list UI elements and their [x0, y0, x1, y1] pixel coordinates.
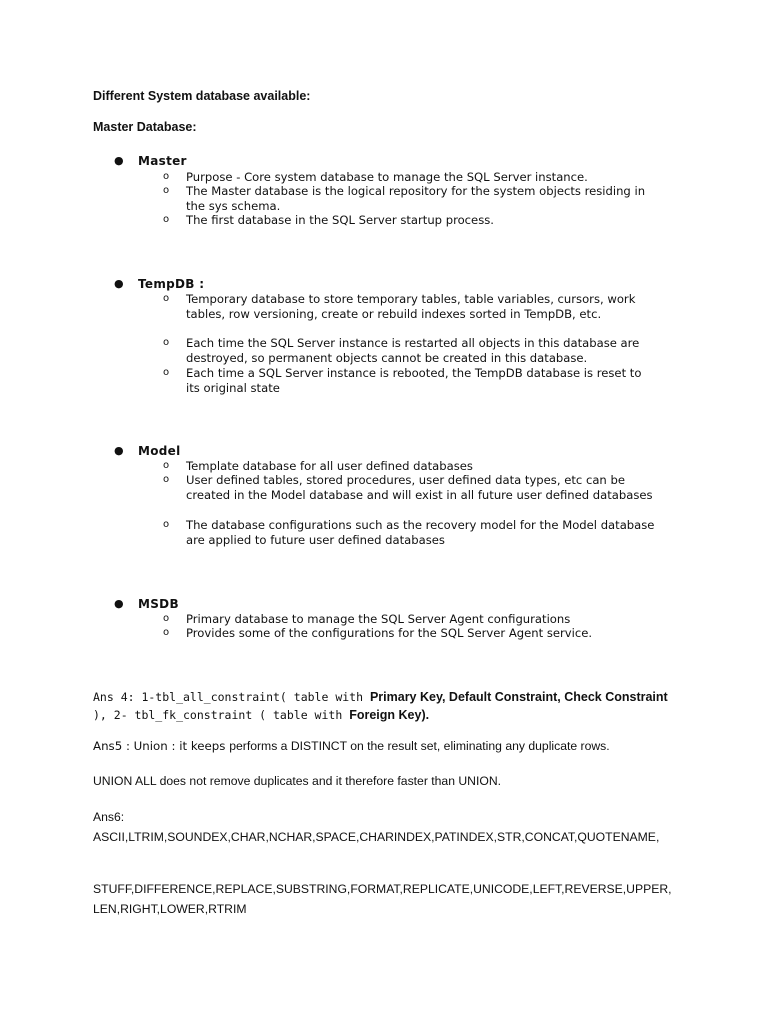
bullet-icon: ● [114, 154, 124, 167]
section-title: TempDB : [138, 277, 205, 291]
section-title: Model [138, 444, 181, 458]
document-subheading: Master Database: [93, 120, 197, 134]
sub-bullet-icon: o [163, 293, 170, 304]
ans5-prefix: Ans5 : Union : it keeps [93, 739, 230, 753]
sub-bullet-icon: o [163, 474, 170, 485]
list-item-text: The Master database is the logical repository for the system objects residing in the sys schema. [186, 184, 646, 213]
list-item-text: Temporary database to store temporary tables, table variables, cursors, work tables, row versioning, create or rebuild indexes sorted in TempDB, etc. [186, 292, 636, 321]
ans6-functions-line1: ASCII,LTRIM,SOUNDEX,CHAR,NCHAR,SPACE,CHARINDEX,PATINDEX,STR,CONCAT,QUOTENAME, [93, 830, 660, 844]
sub-bullet-icon: o [163, 337, 170, 348]
bullet-icon: ● [114, 597, 124, 610]
sub-bullet-icon: o [163, 171, 170, 182]
ans6-label: Ans6: [93, 810, 125, 824]
list-item-text: Purpose - Core system database to manage the SQL Server instance. [186, 170, 588, 184]
bullet-icon: ● [114, 277, 124, 290]
ans6-functions-line2: STUFF,DIFFERENCE,REPLACE,SUBSTRING,FORMAT,REPLICATE,UNICODE,LEFT,REVERSE,UPPER,LEN,RIGHT,LOWER,RTRIM [93, 882, 672, 916]
ans4-bold-constraints: Primary Key, Default Constraint, Check Constraint [369, 690, 668, 704]
sub-bullet-icon: o [163, 519, 170, 530]
sub-bullet-icon: o [163, 367, 170, 378]
answer-4 [93, 688, 683, 724]
section-title: MSDB [138, 597, 179, 611]
ans4-prefix: Ans 4: 1-tbl_all_constraint( table with [93, 690, 370, 704]
ans4-bold-foreign-key: Foreign Key [349, 708, 422, 722]
list-item-text: Provides some of the configurations for the SQL Server Agent service. [186, 626, 593, 640]
ans4-end: ). [421, 708, 430, 722]
document-heading: Different System database available: [93, 89, 311, 103]
union-all-note: UNION ALL does not remove duplicates and it therefore faster than UNION. [93, 774, 502, 788]
sub-bullet-icon: o [163, 627, 170, 638]
list-item-text: The database configurations such as the recovery model for the Model database are applied to future user defined databases [186, 518, 655, 547]
list-item-text: Template database for all user defined databases [186, 459, 473, 473]
section-title: Master [138, 154, 187, 168]
list-item-text: Primary database to manage the SQL Server Agent configurations [186, 612, 571, 626]
sub-bullet-icon: o [163, 460, 170, 471]
list-item-text: Each time a SQL Server instance is rebooted, the TempDB database is reset to its original state [186, 366, 642, 395]
list-item-text: User defined tables, stored procedures, user defined data types, etc can be created in the Model database and will exist in all future user defined databases [186, 473, 653, 502]
sub-bullet-icon: o [163, 214, 170, 225]
list-item-text: Each time the SQL Server instance is restarted all objects in this database are destroyed, so permanent objects cannot be created in this database. [186, 336, 640, 365]
ans4-mid: ), 2- tbl_fk_constraint ( table with [93, 708, 350, 722]
sub-bullet-icon: o [163, 185, 170, 196]
bullet-icon: ● [114, 444, 124, 457]
list-item-text: The first database in the SQL Server startup process. [186, 213, 494, 227]
sub-bullet-icon: o [163, 613, 170, 624]
ans5-rest: performs a DISTINCT on the result set, eliminating any duplicate rows. [229, 739, 610, 753]
answer-5 [93, 738, 683, 755]
